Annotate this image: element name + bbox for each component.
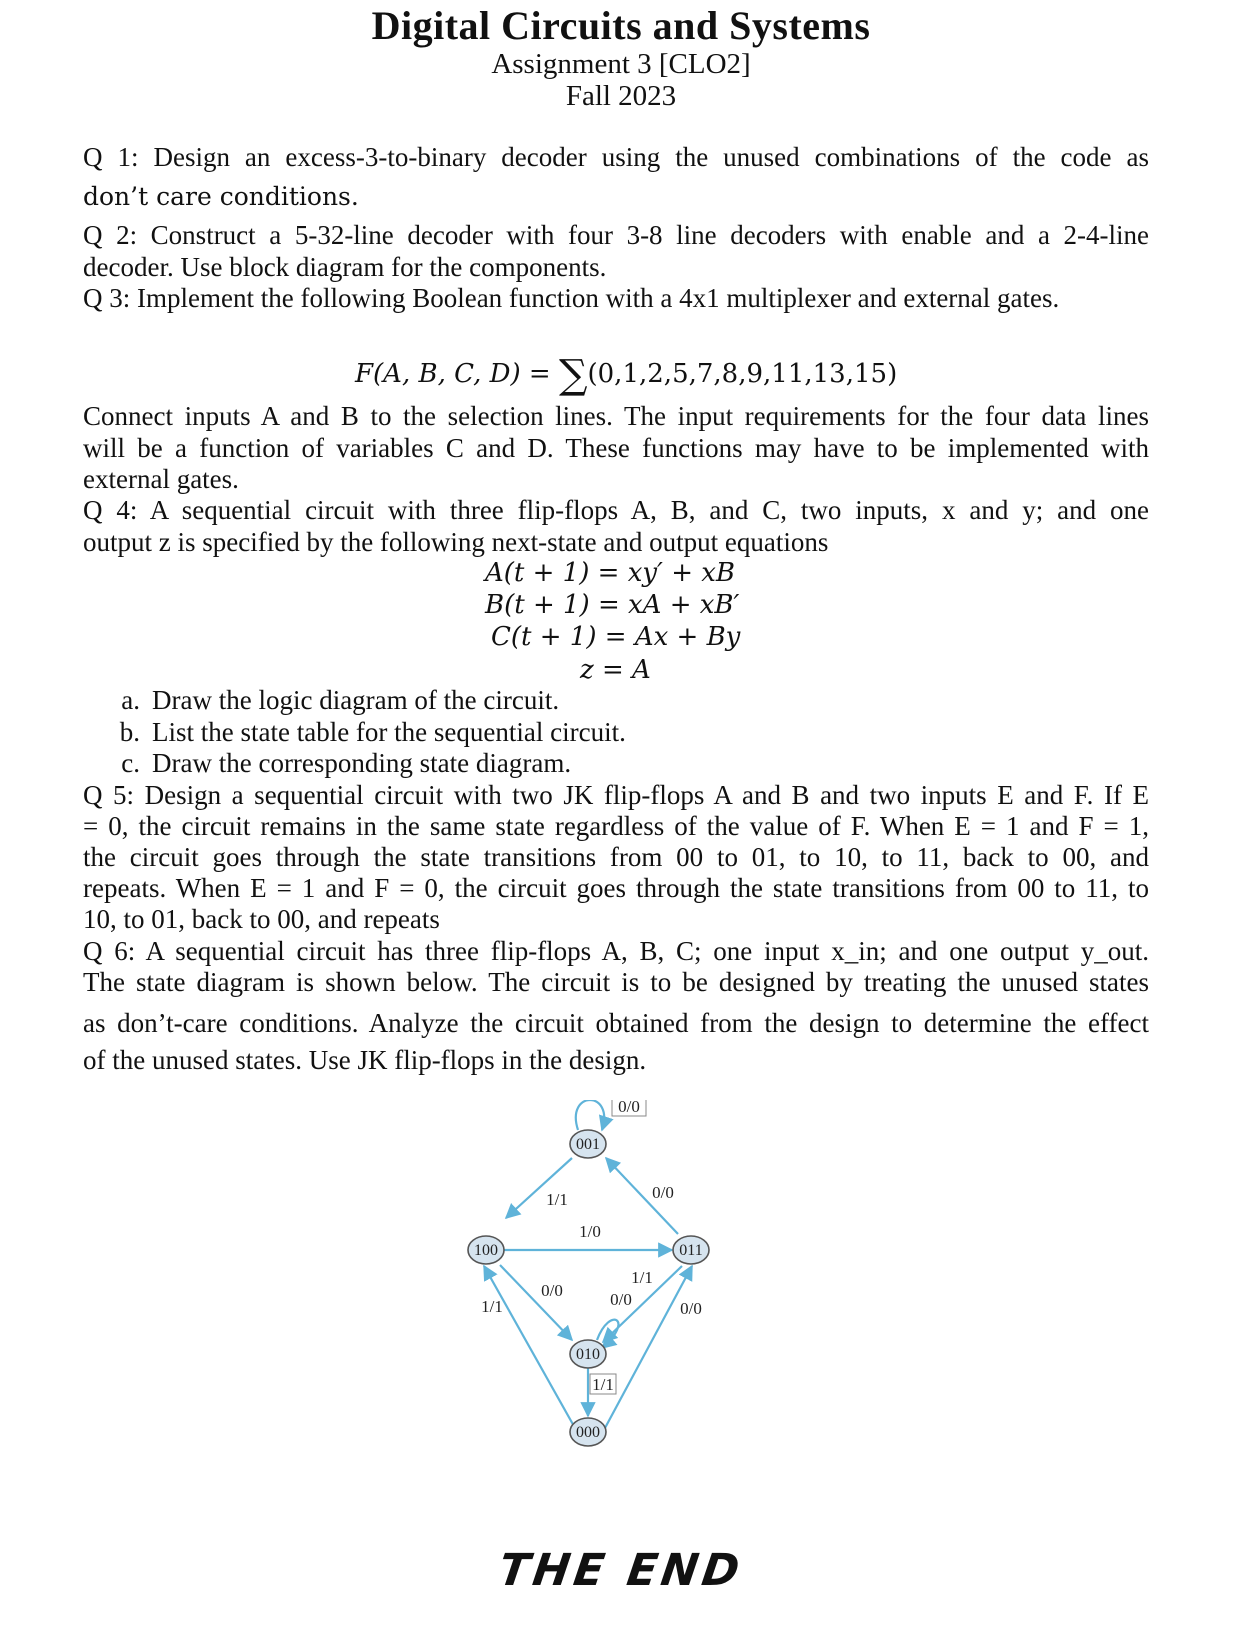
label-000-011: 0/0	[680, 1299, 702, 1318]
label-010-000: 1/1	[592, 1375, 614, 1394]
function-lhs: F(A, B, C, D) =	[355, 359, 551, 389]
q5-line-5: 10, to 01, back to 00, and repeats	[83, 904, 440, 934]
part-text: List the state table for the sequential circuit.	[152, 717, 626, 747]
label-000-100: 1/1	[481, 1297, 503, 1316]
part-text: Draw the logic diagram of the circuit.	[152, 685, 560, 715]
state-000	[570, 1418, 606, 1446]
q6-line-1: Q 6: A sequential circuit has three flip-flops A, B, C; one input x_in; and one output y_out.	[83, 936, 1149, 966]
term-label: Fall 2023	[565, 80, 677, 112]
q5-line-3: the circuit goes through the state transitions from 00 to 01, to 10, to 11, back to 00, and	[83, 842, 1149, 872]
equation-lhs: z =	[580, 655, 624, 685]
q6-line-4: of the unused states. Use JK flip-flops in the design.	[83, 1045, 647, 1075]
label-001-100: 1/1	[546, 1190, 568, 1209]
state-001	[570, 1130, 606, 1158]
edge-001-100	[506, 1158, 572, 1218]
end-text: THE END	[495, 1545, 747, 1596]
sum-symbol: ∑	[558, 352, 588, 398]
equation-rhs: xA + xB′	[628, 590, 740, 620]
part-label: b.	[119, 717, 140, 747]
q3-function	[355, 352, 897, 398]
label-100-010: 0/0	[541, 1281, 563, 1300]
svg-text:010: 010	[576, 1346, 600, 1363]
part-label: c.	[121, 748, 140, 778]
equation-rhs: A	[632, 655, 651, 685]
q5-line-1: Q 5: Design a sequential circuit with two JK flip-flops A and B and two inputs E and F. If E	[83, 780, 1149, 810]
state-011	[673, 1236, 709, 1264]
edge-100-010	[500, 1265, 572, 1340]
q5-line-4: repeats. When E = 1 and F = 0, the circuit goes through the state transitions from 00 to 11, to	[83, 873, 1149, 903]
state-diagram	[460, 1100, 760, 1500]
label-100-011: 1/0	[579, 1222, 601, 1241]
q4-line-1: Q 4: A sequential circuit with three flip-flops A, B, and C, two inputs, x and y; and one	[83, 495, 1149, 525]
equation-rhs: xy′ + xB	[627, 558, 736, 588]
q1-line-1: Q 1: Design an excess-3-to-binary decoder using the unused combinations of the code as	[83, 142, 1149, 172]
q6-line-2: The state diagram is shown below. The circuit is to be designed by treating the unused states	[83, 967, 1149, 997]
state-100	[468, 1236, 504, 1264]
equation-rhs: Ax + By	[634, 622, 741, 652]
equation-z	[580, 655, 651, 685]
q4-part-b	[100, 716, 626, 748]
equation-b	[485, 590, 739, 620]
edge-001-self	[576, 1100, 604, 1130]
svg-text:100: 100	[474, 1242, 498, 1259]
label-011-001: 0/0	[652, 1183, 674, 1202]
function-terms: (0,1,2,5,7,8,9,11,13,15)	[587, 359, 898, 389]
state-010	[570, 1340, 606, 1368]
part-text: Draw the corresponding state diagram.	[152, 748, 572, 778]
q3-text-line-2: will be a function of variables C and D. These functions may have to be implemented with	[83, 433, 1149, 463]
q4-part-c	[100, 747, 571, 779]
q3-text-line-3: external gates.	[83, 464, 239, 494]
equation-c	[491, 622, 740, 652]
equation-a	[485, 558, 735, 588]
equation-lhs: C(t + 1) =	[491, 622, 627, 652]
assignment-label: Assignment 3 [CLO2]	[491, 48, 751, 80]
svg-text:001: 001	[576, 1136, 600, 1153]
q5-line-2: = 0, the circuit remains in the same state regardless of the value of F. When E = 1 and F = 1,	[83, 811, 1149, 841]
q3-line-1: Q 3: Implement the following Boolean function with a 4x1 multiplexer and external gates.	[83, 283, 1060, 313]
q3-text-line-1: Connect inputs A and B to the selection lines. The input requirements for the four data lines	[83, 401, 1149, 431]
label-001-self: 0/0	[618, 1100, 640, 1116]
svg-text:000: 000	[576, 1424, 600, 1441]
equation-lhs: A(t + 1) =	[485, 558, 620, 588]
part-label: a.	[121, 685, 140, 715]
q2-line-1: Q 2: Construct a 5-32-line decoder with four 3-8 line decoders with enable and a 2-4-line	[83, 220, 1149, 250]
q2-line-2: decoder. Use block diagram for the components.	[83, 252, 607, 282]
label-011-010: 1/1	[631, 1268, 653, 1287]
q6-line-3: as don’t-care conditions. Analyze the circuit obtained from the design to determine the effect	[83, 1008, 1149, 1038]
q1-line-2: don’t care conditions.	[83, 182, 359, 211]
page-title: Digital Circuits and Systems	[371, 3, 871, 48]
q4-part-a	[100, 684, 559, 716]
label-010-self: 0/0	[610, 1290, 632, 1309]
q4-line-2: output z is specified by the following next-state and output equations	[83, 527, 829, 557]
svg-text:011: 011	[679, 1242, 703, 1259]
equation-lhs: B(t + 1) =	[485, 590, 620, 620]
